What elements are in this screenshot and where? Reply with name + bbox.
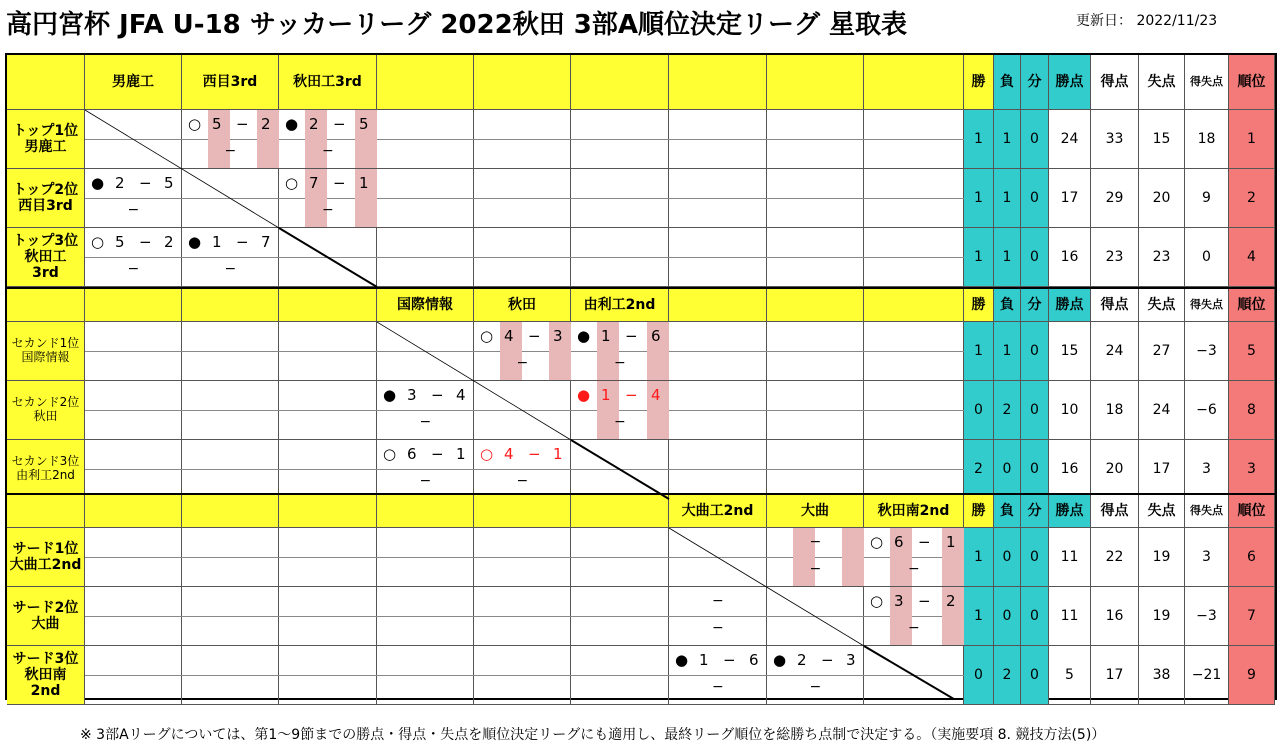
col-team-header: 国際情報 [377,289,474,322]
second-leg-dash: − [516,473,529,489]
stat-value: 0 [1021,228,1049,287]
stat-value: 23 [1091,228,1139,287]
stat-value: 1 [994,110,1021,169]
col-team-header: 秋田工3rd [279,55,377,110]
row-team-label-line: 秋田 [33,409,58,423]
away-score: 1 [946,533,956,551]
stat-header: 得点 [1091,495,1139,528]
stat-value: 1 [964,322,994,381]
stat-value: 17 [1049,169,1091,228]
stat-value: 7 [1229,587,1275,646]
col-team-header: 由利工2nd [571,289,669,322]
stat-value: 17 [1091,646,1139,705]
score-dash: − [431,445,444,463]
stat-header: 得点 [1091,289,1139,322]
home-score: 4 [504,445,514,463]
stat-value: 16 [1091,587,1139,646]
page-title: 高円宮杯 JFA U-18 サッカーリーグ 2022秋田 3部A順位決定リーグ 星取表 [6,10,908,40]
away-score: 1 [359,174,369,192]
score-dash: − [333,115,346,133]
away-score: 4 [456,386,466,404]
match-mark: ● [773,651,787,669]
match-mark: ● [91,174,105,192]
stat-header: 失点 [1139,495,1185,528]
second-leg-dash: − [322,202,334,218]
stat-value: 15 [1049,322,1091,381]
score-dash: − [821,651,834,669]
row-team-label-line: 国際情報 [21,350,70,364]
second-leg-dash: − [809,679,822,695]
stat-value: 0 [964,646,994,705]
stat-value: −21 [1185,646,1229,705]
stat-value: 1 [994,169,1021,228]
away-score: 3 [846,651,856,669]
stat-value: 3 [1229,440,1275,499]
home-score: 5 [212,115,222,133]
stat-header: 勝点 [1049,289,1091,322]
stat-value: 1 [964,110,994,169]
stat-value: 4 [1229,228,1275,287]
away-score: 1 [456,445,466,463]
row-team-label-line: トップ3位 [12,232,79,249]
match-mark: ● [285,115,299,133]
second-leg-dash: − [516,355,529,371]
row-team-label-line: 西目3rd [18,198,73,214]
away-score: 4 [651,386,661,404]
stat-value: 11 [1049,528,1091,587]
stat-value: 0 [964,381,994,440]
score-dash: − [431,386,444,404]
row-team-label-line: サード1位 [12,540,79,557]
stat-value: −6 [1185,381,1229,440]
stat-value: 0 [994,440,1021,499]
stat-value: 16 [1049,440,1091,499]
stat-value: 0 [1021,322,1049,381]
match-mark: ○ [285,174,299,192]
match-mark: ○ [91,233,105,251]
home-score: 3 [894,592,904,610]
row-team-label-line: 秋田工 [24,248,67,265]
stat-value: 1 [964,528,994,587]
stat-value: 6 [1229,528,1275,587]
first-leg-dash: − [809,534,822,550]
match-mark: ○ [870,592,884,610]
home-score: 6 [894,533,904,551]
home-score: 1 [601,386,611,404]
row-team-label-line: セカンド3位 [11,454,80,469]
score-dash: − [625,386,638,404]
stat-value: 0 [1021,528,1049,587]
row-team-label-line: 秋田南 [24,666,67,683]
diagonal-line [377,322,571,440]
stat-value: 9 [1229,646,1275,705]
stat-header: 負 [994,55,1021,110]
stat-header: 順位 [1229,55,1275,110]
stat-header: 勝 [964,289,994,322]
score-dash: − [236,115,249,133]
diagonal-line [85,110,279,228]
row-team-label-line: 2nd [30,683,61,700]
stat-header: 得点 [1091,55,1139,110]
stat-value: 2 [1229,169,1275,228]
match-mark: ● [188,233,202,251]
stat-value: 0 [1021,646,1049,705]
stat-header: 勝点 [1049,55,1091,110]
stat-header: 分 [1021,495,1049,528]
stat-value: 0 [994,528,1021,587]
stat-value: 1 [964,169,994,228]
stat-header: 分 [1021,55,1049,110]
stat-value: −3 [1185,322,1229,381]
row-team-label-line: サード2位 [12,599,79,616]
col-team-header: 男鹿工 [85,55,182,110]
score-dash: − [236,233,249,251]
home-score: 1 [212,233,222,251]
second-leg-dash: − [712,679,724,695]
second-leg-dash: − [127,261,140,277]
match-mark: ● [577,386,591,404]
stat-header: 失点 [1139,55,1185,110]
stat-value: 24 [1139,381,1185,440]
match-mark: ● [577,327,591,345]
second-leg-dash: − [908,561,920,577]
stat-value: 3 [1185,440,1229,499]
stat-header: 分 [1021,289,1049,322]
stat-value: 0 [994,587,1021,646]
stat-value: 0 [1185,228,1229,287]
stat-value: 1 [964,587,994,646]
stat-value: 0 [1021,169,1049,228]
home-score: 5 [115,233,125,251]
row-team-label-line: 大曲工2nd [9,557,82,573]
away-score: 6 [651,327,661,345]
diagonal-line [669,528,864,646]
match-mark: ○ [188,115,202,133]
home-score: 2 [309,115,319,133]
away-score: 5 [164,174,174,192]
score-dash: − [918,533,931,551]
match-mark: ○ [480,327,494,345]
stat-header: 得失点 [1185,289,1229,322]
stat-value: 23 [1139,228,1185,287]
match-mark: ● [383,386,397,404]
footnote: ※ 3部Aリーグについては、第1～9節までの勝点・得点・失点を順位決定リーグにも適用し、最終リーグ順位を総勝ち点制で決定する。（実施要項 8. 競技方法(5)） [80,727,1106,743]
stat-header: 得失点 [1185,55,1229,110]
standings-grid [5,53,1277,700]
row-team-label-line: トップ2位 [12,181,79,198]
score-dash: − [723,651,736,669]
away-score: 1 [553,445,563,463]
stat-value: 16 [1049,228,1091,287]
diagonal-lines [7,55,1275,698]
away-score: 6 [749,651,759,669]
home-score: 7 [309,174,319,192]
match-mark: ○ [870,533,884,551]
home-score: 2 [115,174,125,192]
second-leg-dash: − [224,143,237,159]
stat-value: 2 [994,381,1021,440]
second-leg-dash: − [809,561,822,577]
stat-header: 失点 [1139,289,1185,322]
away-score: 2 [261,115,271,133]
col-team-header: 大曲 [767,495,864,528]
stat-header: 勝 [964,495,994,528]
stat-value: 22 [1091,528,1139,587]
stat-value: 24 [1049,110,1091,169]
stat-value: 1 [994,228,1021,287]
stat-header: 順位 [1229,495,1275,528]
stat-value: 1 [994,322,1021,381]
second-leg-dash: − [712,620,724,636]
diagonal-line [571,440,669,499]
stat-value: 3 [1185,528,1229,587]
second-leg-dash: − [908,620,920,636]
updated-date: 更新日： 2022/11/23 [1076,13,1218,29]
stat-value: 2 [964,440,994,499]
home-score: 2 [797,651,807,669]
second-leg-dash: − [224,261,237,277]
home-score: 1 [699,651,709,669]
stat-value: 9 [1185,169,1229,228]
stat-value: 19 [1139,587,1185,646]
stat-value: 18 [1185,110,1229,169]
col-team-header: 秋田南2nd [864,495,964,528]
stat-value: 19 [1139,528,1185,587]
row-team-label-line: サード3位 [12,650,79,667]
home-score: 4 [504,327,514,345]
away-score: 5 [359,115,369,133]
score-dash: − [528,327,541,345]
match-mark: ● [675,651,689,669]
score-dash: − [139,174,152,192]
score-dash: − [528,445,541,463]
second-leg-dash: − [614,355,626,371]
second-leg-dash: − [322,143,334,159]
stat-header: 負 [994,495,1021,528]
col-team-header: 西目3rd [182,55,279,110]
row-team-label-line: トップ1位 [12,122,79,139]
first-leg-dash: − [712,593,724,609]
second-leg-dash: − [614,414,626,430]
stat-header: 負 [994,289,1021,322]
row-team-label-line: 3rd [32,265,59,282]
stat-value: 2 [994,646,1021,705]
home-score: 3 [407,386,417,404]
home-score: 1 [601,327,611,345]
stat-value: 27 [1139,322,1185,381]
score-dash: − [625,327,638,345]
score-dash: − [333,174,346,192]
stat-value: 5 [1229,322,1275,381]
stat-value: 8 [1229,381,1275,440]
stat-value: −3 [1185,587,1229,646]
stat-value: 18 [1091,381,1139,440]
home-score: 6 [407,445,417,463]
row-team-label-line: セカンド2位 [11,395,80,410]
col-team-header: 大曲工2nd [669,495,767,528]
second-leg-dash: − [127,202,140,218]
stat-value: 29 [1091,169,1139,228]
stat-value: 0 [1021,587,1049,646]
stat-value: 17 [1139,440,1185,499]
row-team-label-line: 大曲 [31,616,60,632]
away-score: 2 [164,233,174,251]
stat-header: 勝点 [1049,495,1091,528]
stat-value: 0 [1021,440,1049,499]
stat-value: 0 [1021,110,1049,169]
stat-value: 5 [1049,646,1091,705]
stat-value: 0 [1021,381,1049,440]
score-dash: − [918,592,931,610]
score-dash: − [139,233,152,251]
stat-value: 15 [1139,110,1185,169]
col-team-header: 秋田 [474,289,571,322]
stat-value: 33 [1091,110,1139,169]
stat-header: 勝 [964,55,994,110]
row-team-label-line: 由利工2nd [16,468,75,482]
stat-value: 1 [964,228,994,287]
stat-value: 1 [1229,110,1275,169]
away-score: 3 [553,327,563,345]
away-score: 2 [946,592,956,610]
stat-value: 20 [1091,440,1139,499]
diagonal-line [279,228,377,287]
diagonal-line [864,646,964,698]
row-team-label-line: 男鹿工 [24,139,67,155]
away-score: 7 [261,233,271,251]
second-leg-dash: − [419,473,432,489]
stat-value: 20 [1139,169,1185,228]
stat-header: 得失点 [1185,495,1229,528]
match-mark: ○ [480,445,494,463]
match-mark: ○ [383,445,397,463]
row-team-label-line: セカンド1位 [11,336,80,351]
stat-value: 38 [1139,646,1185,705]
stat-value: 10 [1049,381,1091,440]
stat-header: 順位 [1229,289,1275,322]
stat-value: 11 [1049,587,1091,646]
second-leg-dash: − [419,414,432,430]
stat-value: 24 [1091,322,1139,381]
